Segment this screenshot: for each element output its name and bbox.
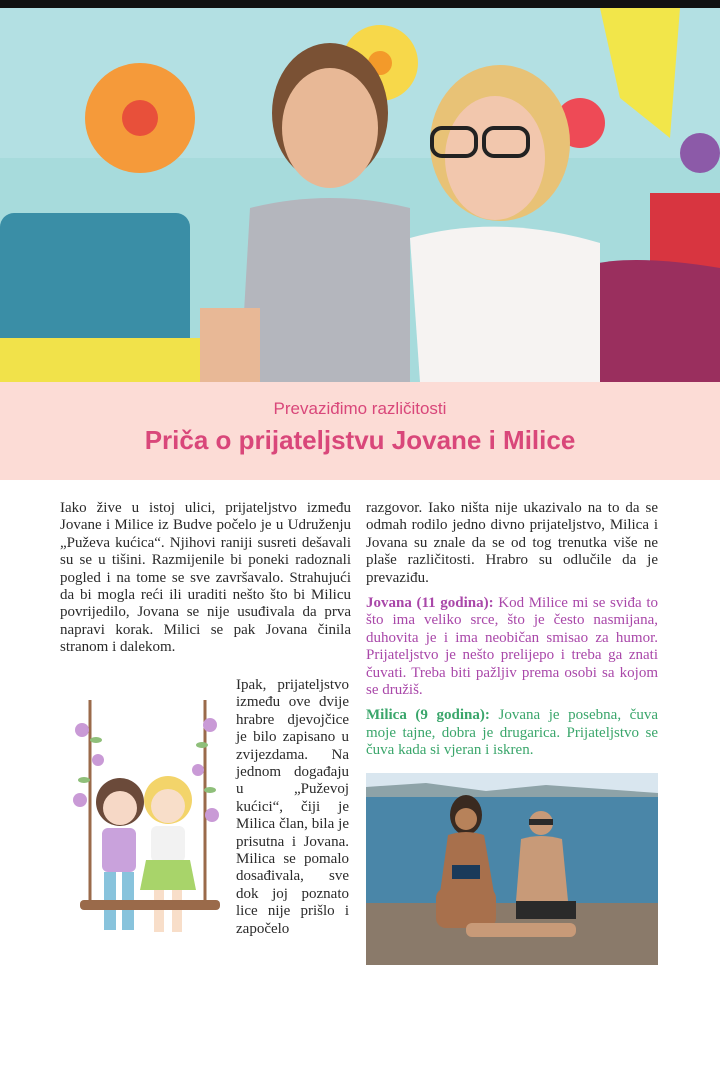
right-column [366,500,658,760]
hero-photo [0,8,720,382]
quote-milica-text: Jovana je posebna, čuva moje tajne, dobra je drugarica. Prijateljstvo se čuva kada si vjeran i iskren. [366,707,659,759]
left-paragraph-1: Iako žive u istoj ulici, prijateljstvo između Jovane i Milice iz Budve počelo je u Udruženju „Puževa kućica“. Njihovi raniji susreti dešavali su se u tišini. Razmijenile bi poneki radoznali pogled i na tome se sve završavalo. Strahujući da bi mogla reći ili uraditi nešto što bi Milicu povrijedilo, Jovana se nije usuđivala da prva napravi korak. Milici se pak Jovana činila stranom i dalekom. [60,500,351,656]
right-paragraph-1: razgovor. Iako ništa nije ukazivalo na to da se odmah rodilo jedno divno prijateljstvo, Milica i Jovana su znale da se od tog trenutka više ne plaše različitosti. Hrabro su odlučile da je prevaziđu. [366,500,658,586]
beach-photo [366,773,658,965]
article-title: Priča o prijateljstvu Jovane i Milice [144,425,576,455]
header-band [0,382,720,480]
left-column-wrap [236,677,349,938]
left-paragraph-2: Ipak, prijateljstvo između ove dvije hrabre djevojčice je bilo zapisano u zvijezdama. Na jednom događaju u „Puževoj kućici“, čiji je Milica član, bila je prisutna i Jovana. Milica se pomalo dosađivala, sve dok joj poznato lice nije prišlo i započelo [236,677,349,937]
quote-milica-speaker: Milica (9 godina): [366,707,490,724]
quote-milica [366,707,658,759]
left-column [60,500,351,657]
swing-illustration [60,690,228,962]
quote-jovana-speaker: Jovana (11 godina): [366,595,494,612]
top-bar [0,0,720,8]
article-kicker: Prevaziđimo različitosti [273,399,447,418]
quote-jovana [366,595,658,699]
quote-jovana-text: Kod Milice mi se sviđa to što ima veliko srce, što je često nasmijana, duhovita je i ima neobičan smisao za humor. Prijateljstvo je nešto prelijepo i treba ga znati čuvati. Treba biti pažljiv prema osobi sa kojom se družiš. [366,595,658,699]
